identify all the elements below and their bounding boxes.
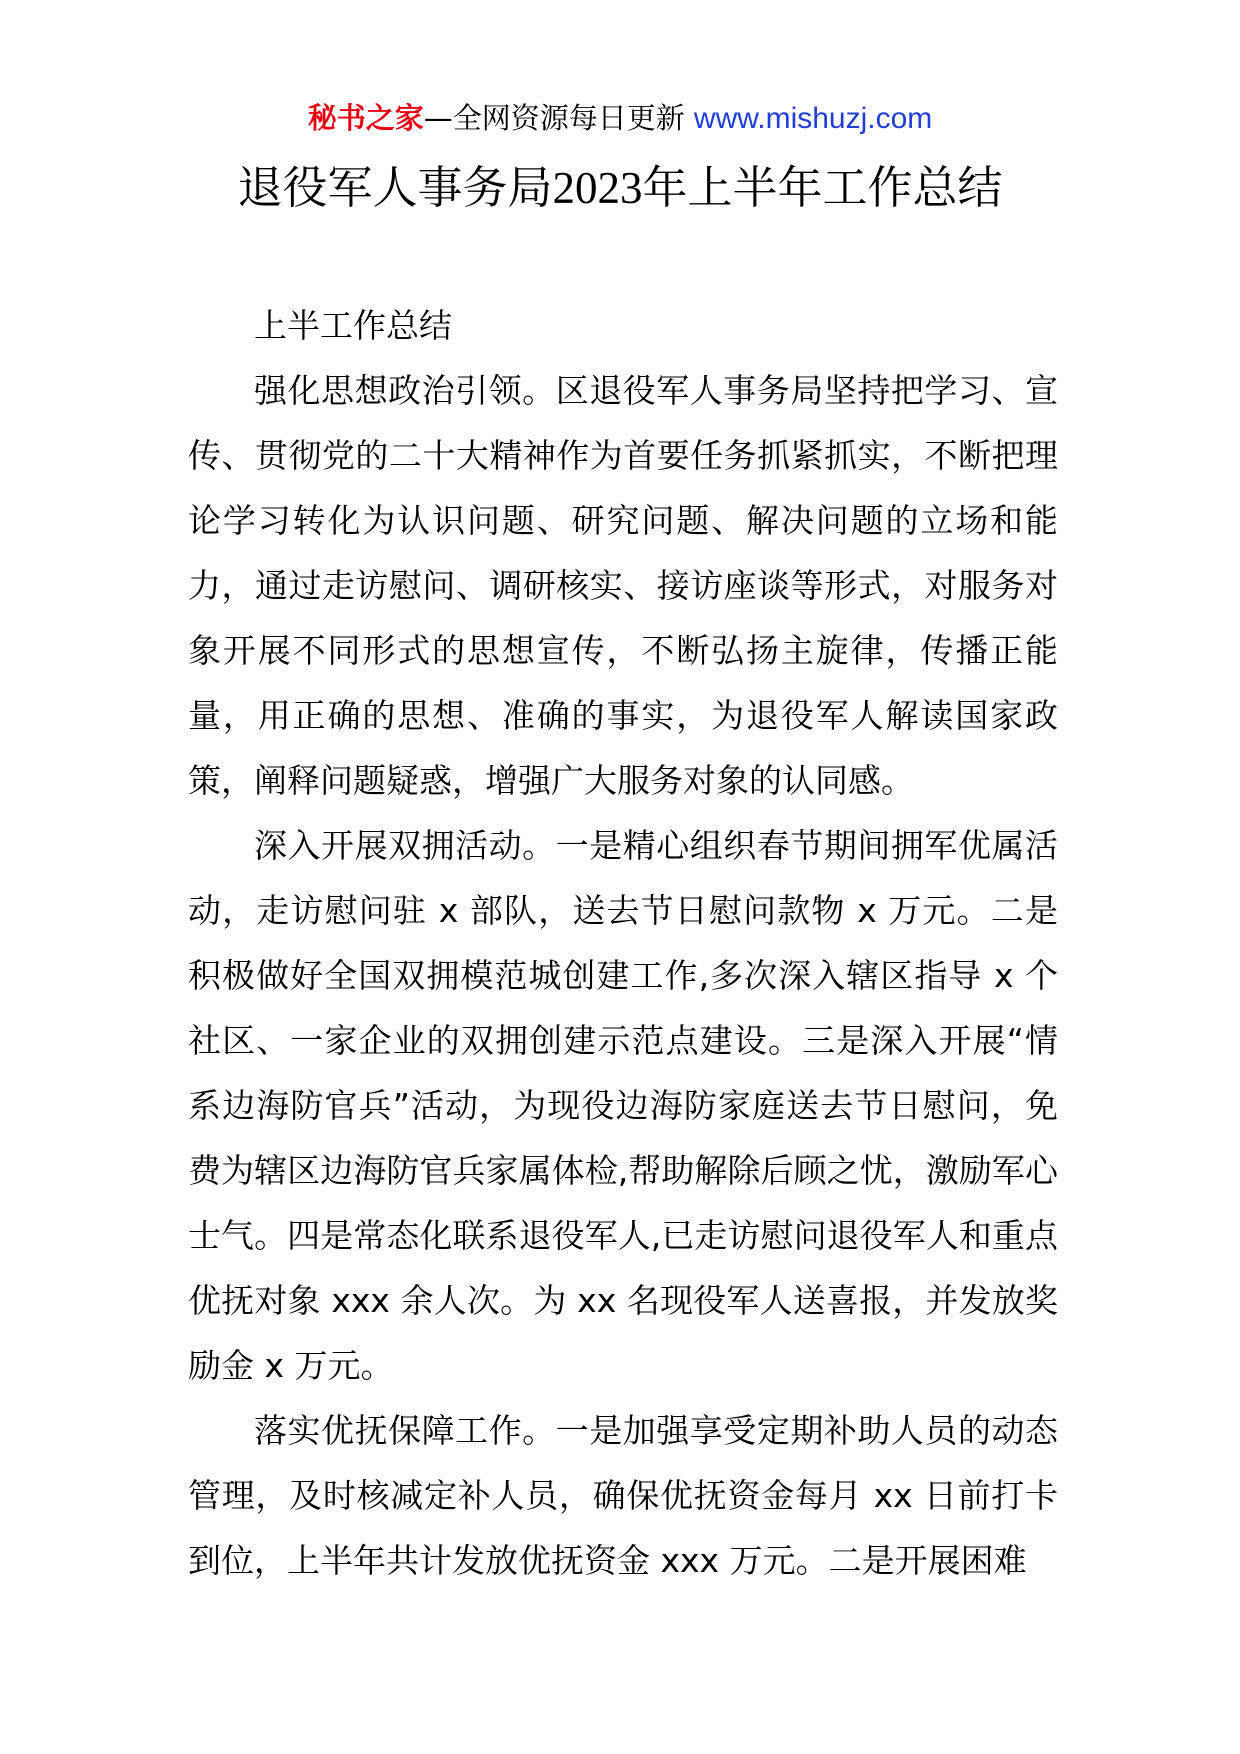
title-part-1: 退役军人事务局: [237, 161, 553, 214]
brand-name: 秘书之家: [307, 101, 424, 135]
banner-tagline: —全网资源每日更新: [423, 101, 694, 135]
section-heading: 上半工作总结: [254, 306, 452, 345]
source-banner: [0, 100, 1240, 137]
paragraph-ideological-guidance: 强化思想政治引领。区退役军人事务局坚持把学习、宣传、贯彻党的二十大精神作为首要任务抓紧抓实，不断把理论学习转化为认识问题、研究问题、解决问题的立场和能力，通过走访慰问、调研核实、接访座谈等形式，对服务对象开展不同形式的思想宣传，不断弘扬主旋律，传播正能量，用正确的思想、准确的事实，为退役军人解读国家政策，阐释问题疑惑，增强广大服务对象的认同感。: [188, 371, 1058, 800]
paragraph-preferential-care: 落实优抚保障工作。一是加强享受定期补助人员的动态管理，及时核减定补人员，确保优抚资金每月 xx 日前打卡到位，上半年共计发放优抚资金 xxx 万元。二是开展困难: [188, 1411, 1058, 1580]
paragraph-double-support-activities: 深入开展双拥活动。一是精心组织春节期间拥军优属活动，走访慰问驻 x 部队，送去节日慰问款物 x 万元。二是积极做好全国双拥模范城创建工作,多次深入辖区指导 x 个社区、一家企业的双拥创建示范点建设。三是深入开展“情系边海防官兵”活动，为现役边海防家庭送去节日慰问，免费为辖区边海防官兵家属体检,帮助解除后顾之忧，激励军心士气。四是常态化联系退役军人,已走访慰问退役军人和重点优抚对象 xxx 余人次。为 xx 名现役军人送喜报，并发放奖励金 x 万元。: [188, 826, 1058, 1385]
site-url-link[interactable]: www.mishuzj.com: [693, 102, 933, 135]
document-title: [0, 158, 1240, 218]
document-body: [188, 293, 1058, 1593]
title-part-2: 年上半年工作总结: [642, 161, 1003, 214]
title-year: 2023: [552, 163, 643, 213]
